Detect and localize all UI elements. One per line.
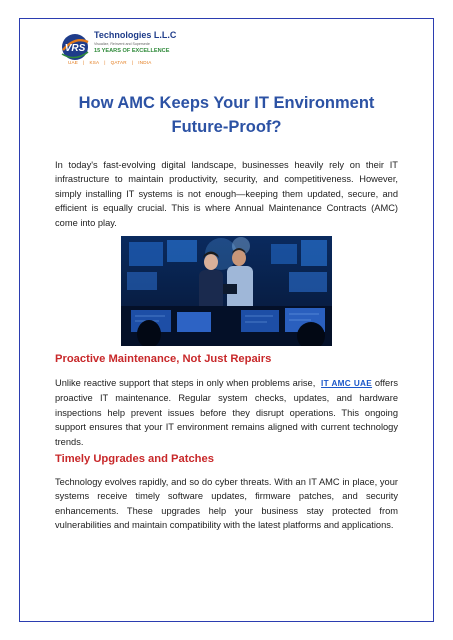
paragraph-text-after-link: offers proactive IT maintenance. Regular system checks, updates, and hardware inspections help prevent issues before they disrupt operations. This ongoing support ensures that your IT environment remains aligned with current technology trends. <box>55 378 398 447</box>
it-amc-uae-link[interactable]: IT AMC UAE <box>321 379 373 388</box>
hero-image <box>121 236 332 346</box>
country-qatar: QATAR <box>110 60 127 65</box>
logo-countries: UAE | KSA | QATAR | INDIA <box>68 60 152 65</box>
section-paragraph-proactive <box>55 376 398 449</box>
section-heading-proactive: Proactive Maintenance, Not Just Repairs <box>55 353 272 365</box>
page-title <box>40 91 413 139</box>
section-heading-upgrades: Timely Upgrades and Patches <box>55 453 214 465</box>
section-paragraph-upgrades: Technology evolves rapidly, and so do cyber threats. With an IT AMC in place, your systems receive timely software updates, firmware patches, and security enhancements. These upgrades help your business stay protected from vulnerabilities and maintain compatibility with the latest platforms and applications. <box>55 477 398 531</box>
logo-company-name: Technologies L.L.C <box>94 30 177 40</box>
data-center-photo <box>121 236 332 346</box>
paragraph-text-before-link: Unlike reactive support that steps in only when problems arise, <box>55 378 316 388</box>
logo-tagline: Visualize, Reinvent and Supersede <box>94 42 150 46</box>
vrs-logo-icon <box>58 32 92 62</box>
intro-paragraph: In today's fast-evolving digital landscape, businesses heavily rely on their IT infrastructure to maintain productivity, security, and competitiveness. However, simply installing IT systems is not enough—keeping them updated, secure, and efficient is equally crucial. This is where Annual Maintenance Contracts (AMC) come into play. <box>55 160 398 228</box>
logo-years-badge: 15 YEARS OF EXCELLENCE <box>94 48 170 54</box>
country-india: INDIA <box>138 60 152 65</box>
logo-mark-text: VRS <box>64 43 86 54</box>
country-ksa: KSA <box>89 60 100 65</box>
title-line-2: Future-Proof? <box>171 118 282 136</box>
company-logo <box>58 30 198 72</box>
title-line-1: How AMC Keeps Your IT Environment <box>78 94 375 112</box>
country-uae: UAE <box>68 60 79 65</box>
